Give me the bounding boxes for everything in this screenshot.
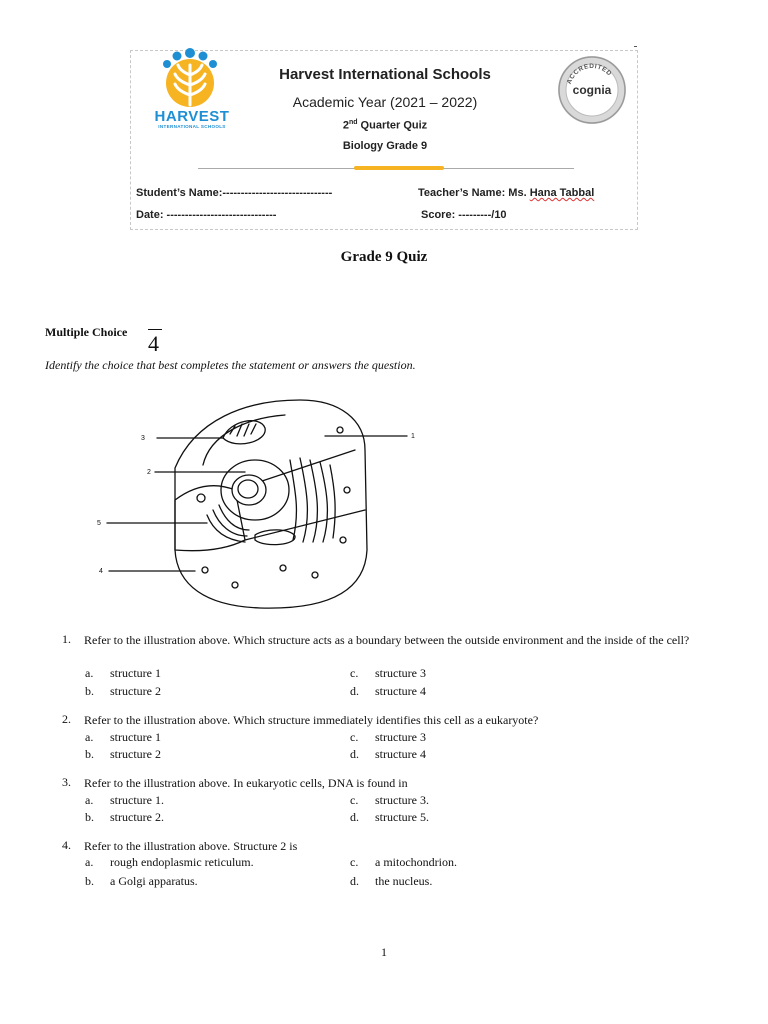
q3-option-a-text: structure 1. <box>110 793 164 807</box>
q4-option-a-text: rough endoplasmic reticulum. <box>110 855 254 869</box>
date-field: Date: ------------------------------ <box>136 209 277 221</box>
header-divider-accent <box>354 166 444 170</box>
badge-top-text: ACCREDITED <box>565 62 613 86</box>
q1-option-a-letter: a. <box>85 666 94 680</box>
q2-option-b-text: structure 2 <box>110 747 161 761</box>
animal-cell-diagram <box>85 390 451 616</box>
question-3-text: Refer to the illustration above. In eukaryotic cells, DNA is found in <box>84 776 408 790</box>
teacher-name-label: Teacher’s Name: Ms. <box>418 187 530 199</box>
quiz-quarter <box>200 119 570 132</box>
student-name-field: Student’s Name:------------------------------ <box>136 187 333 199</box>
q1-option-b-text: structure 2 <box>110 684 161 698</box>
q1-option-c-text: structure 3 <box>375 666 426 680</box>
q4-option-b-letter: b. <box>85 874 94 888</box>
question-1-text: Refer to the illustration above. Which structure acts as a boundary between the outside environment and the inside of the cell? <box>84 633 690 647</box>
badge-name: cognia <box>572 83 612 97</box>
teacher-name: Hana Tabbal <box>529 187 595 199</box>
academic-year: Academic Year (2021 – 2022) <box>292 94 478 110</box>
q2-option-a-letter: a. <box>85 730 94 744</box>
q4-option-c-text: a mitochondrion. <box>375 855 457 869</box>
q2-option-a-text: structure 1 <box>110 730 161 744</box>
q1-option-d-text: structure 4 <box>375 684 426 698</box>
q4-option-c-letter: c. <box>350 855 359 869</box>
question-2-number: 2. <box>62 712 71 726</box>
quiz-title: Grade 9 Quiz <box>340 249 428 265</box>
figure-label-1: 1 <box>411 433 415 440</box>
q3-option-b-text: structure 2. <box>110 810 164 824</box>
q4-option-b-text: a Golgi apparatus. <box>110 874 198 888</box>
quarter-number: 2 <box>342 119 349 132</box>
question-2-text: Refer to the illustration above. Which structure immediately identifies this cell as a eukaryote? <box>84 713 539 727</box>
q3-option-c-letter: c. <box>350 793 359 807</box>
score-field: Score: ---------/10 <box>421 209 507 221</box>
question-3-number: 3. <box>62 775 71 789</box>
points-denominator: 4 <box>148 331 159 356</box>
cognia-accreditation-badge-icon <box>556 54 628 126</box>
school-name: Harvest International Schools <box>279 66 491 83</box>
subject-grade: Biology Grade 9 <box>342 140 428 152</box>
section-label: Multiple Choice <box>45 325 128 339</box>
corner-mark <box>634 46 637 47</box>
q3-option-d-text: structure 5. <box>375 810 429 824</box>
figure-label-2: 2 <box>147 469 151 476</box>
question-4-text: Refer to the illustration above. Structure 2 is <box>84 839 298 853</box>
logo-subtext: INTERNATIONAL SCHOOLS <box>158 124 226 129</box>
q2-option-c-letter: c. <box>350 730 359 744</box>
q3-option-a-letter: a. <box>85 793 94 807</box>
figure-label-5: 5 <box>97 520 101 527</box>
figure-label-4: 4 <box>99 568 103 575</box>
page-number: 1 <box>381 945 387 959</box>
q4-option-d-text: the nucleus. <box>375 874 433 888</box>
quarter-ordinal: nd <box>348 119 358 126</box>
q1-option-c-letter: c. <box>350 666 359 680</box>
q4-option-a-letter: a. <box>85 855 94 869</box>
q1-option-a-text: structure 1 <box>110 666 161 680</box>
q3-option-c-text: structure 3. <box>375 793 429 807</box>
q2-option-b-letter: b. <box>85 747 94 761</box>
teacher-name-field <box>418 187 594 199</box>
q2-option-d-text: structure 4 <box>375 747 426 761</box>
figure-label-3: 3 <box>141 435 145 442</box>
q2-option-c-text: structure 3 <box>375 730 426 744</box>
q3-option-b-letter: b. <box>85 810 94 824</box>
q1-option-b-letter: b. <box>85 684 94 698</box>
question-1-number: 1. <box>62 632 71 646</box>
section-instructions: Identify the choice that best completes the statement or answers the question. <box>45 358 416 372</box>
logo-wordmark: HARVEST <box>154 108 230 125</box>
q4-option-d-letter: d. <box>350 874 359 888</box>
q3-option-d-letter: d. <box>350 810 359 824</box>
points-fraction-bar <box>148 329 162 330</box>
question-4-number: 4. <box>62 838 71 852</box>
quarter-label: Quarter Quiz <box>357 119 428 132</box>
q1-option-d-letter: d. <box>350 684 359 698</box>
q2-option-d-letter: d. <box>350 747 359 761</box>
